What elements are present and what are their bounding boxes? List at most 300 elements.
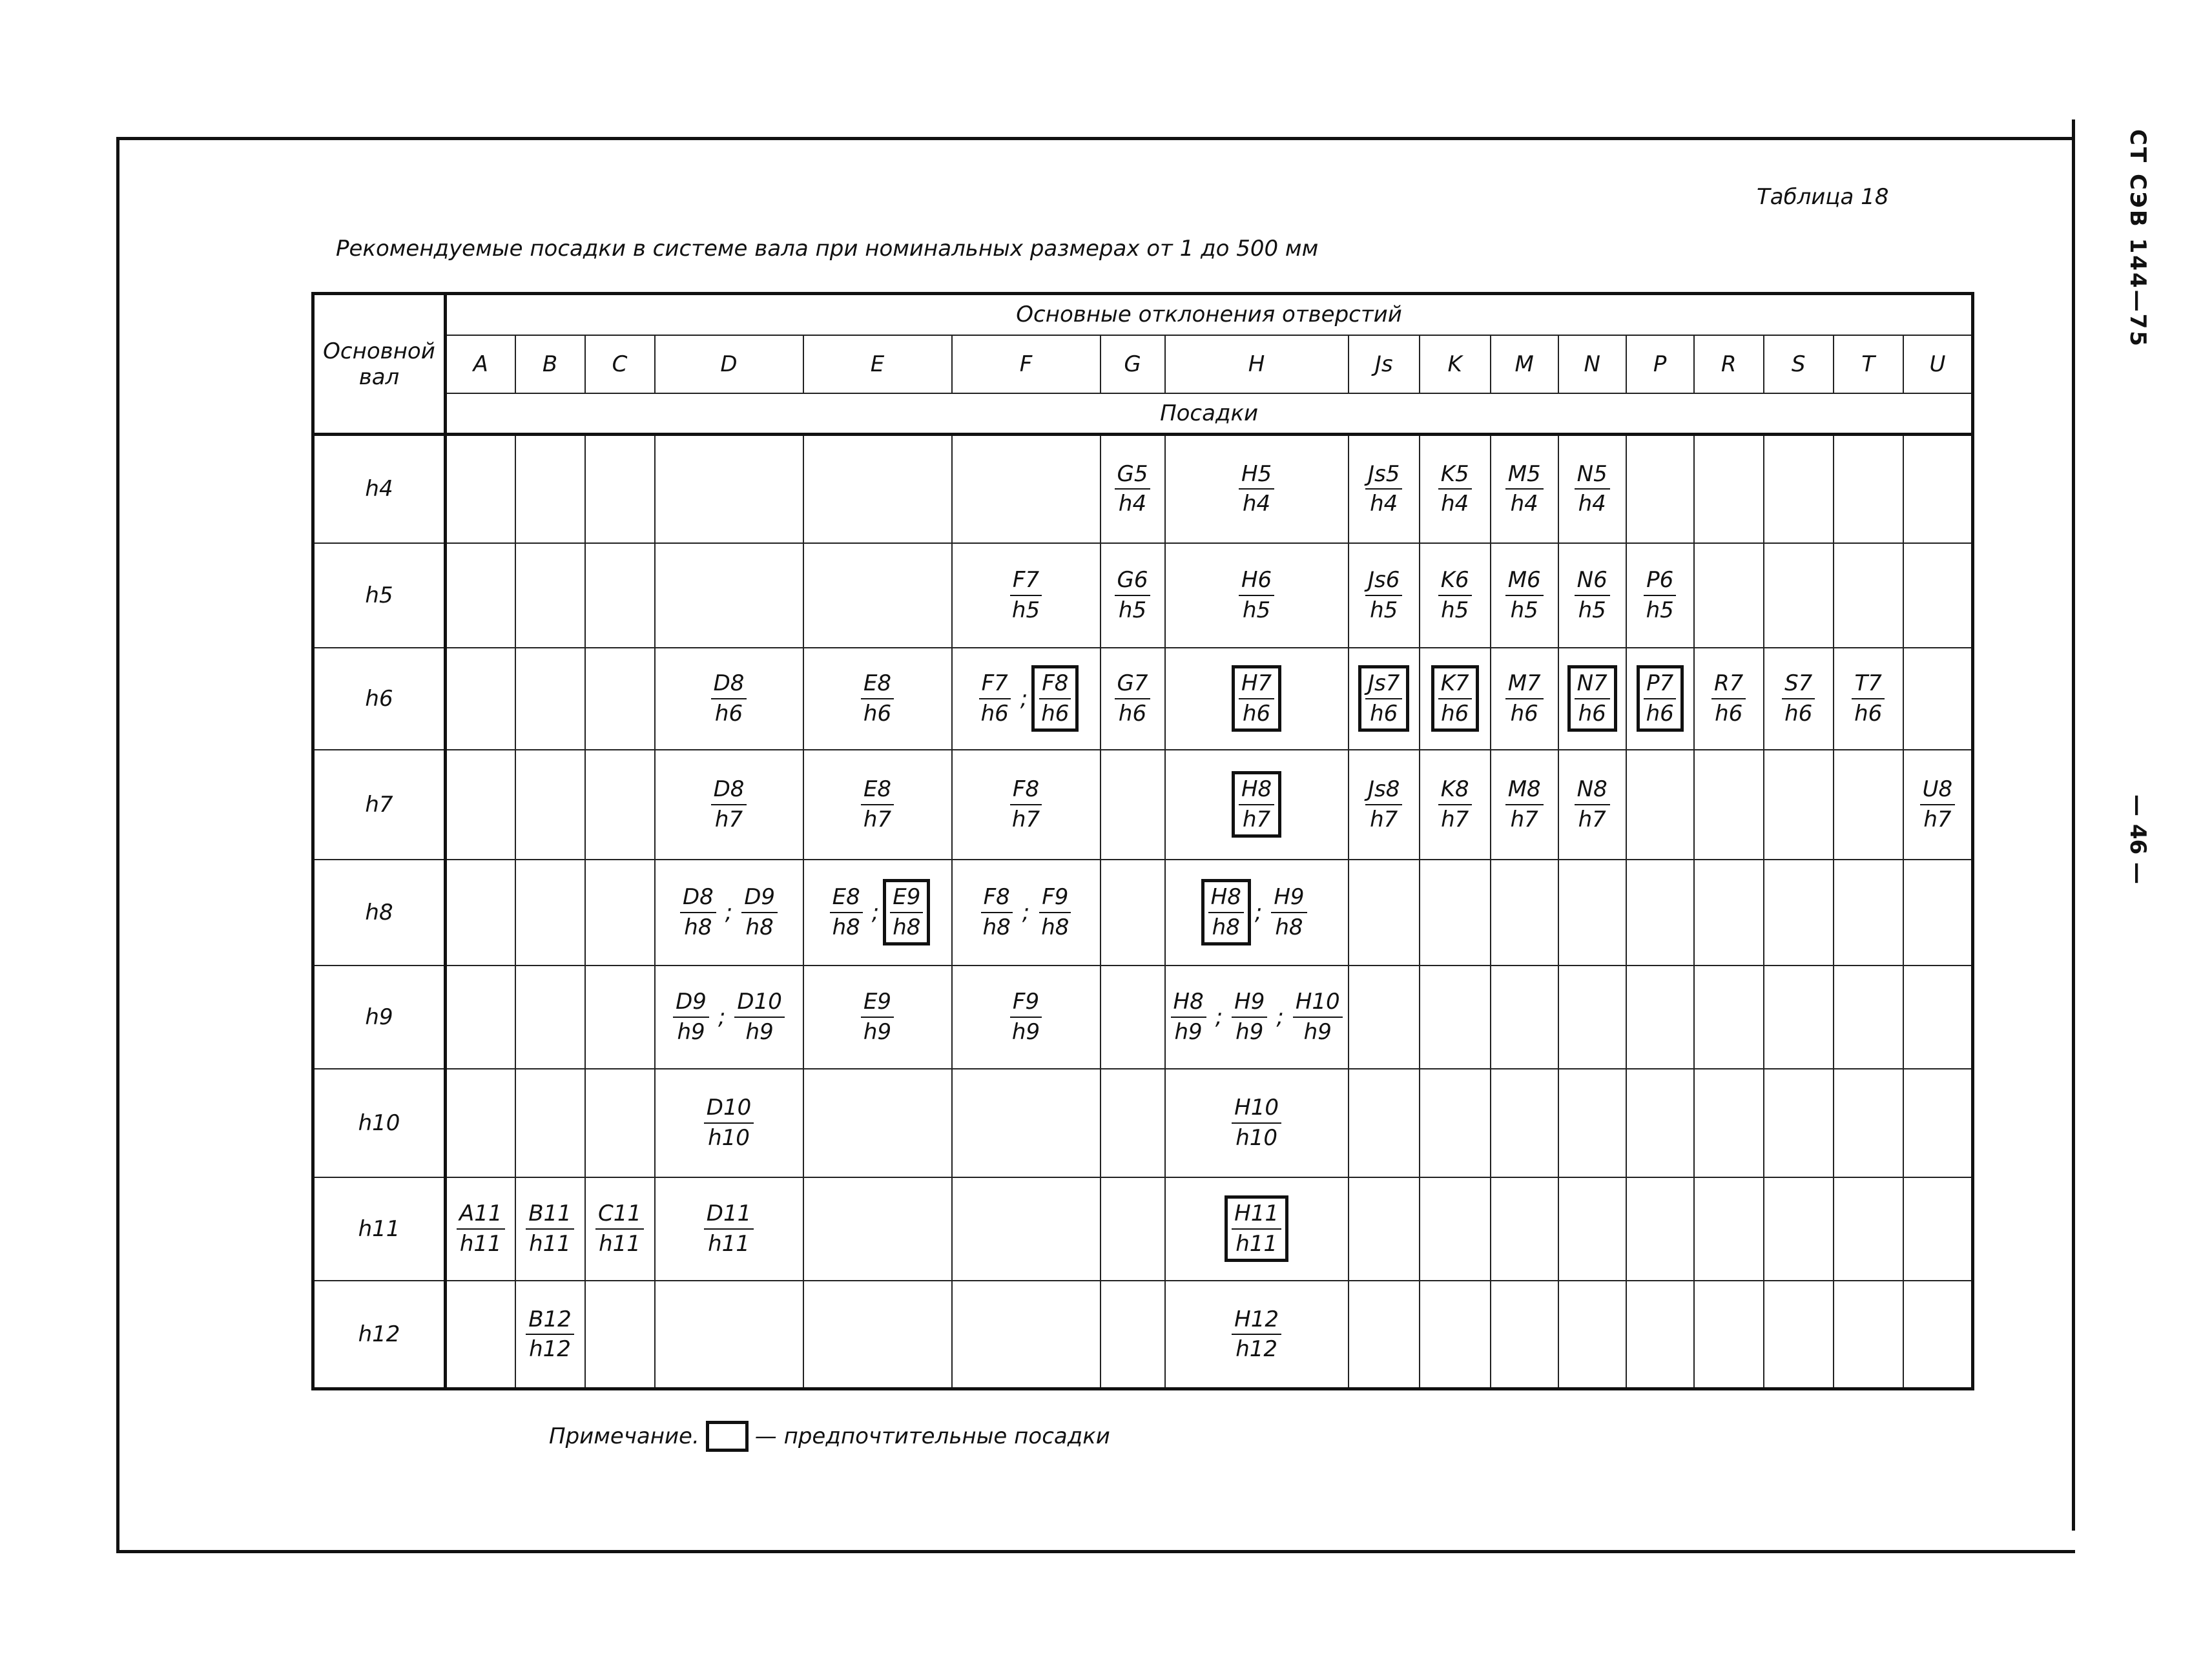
shaft-tolerance: h12	[1235, 1336, 1277, 1362]
fit-cell	[1903, 860, 1973, 966]
hole-tolerance: M8	[1505, 777, 1544, 805]
fit-cell	[1491, 543, 1558, 648]
fit-cell	[803, 1177, 952, 1281]
fit-cell	[1903, 966, 1973, 1069]
fit-cell	[1558, 543, 1626, 648]
fit-cell	[1349, 860, 1420, 966]
fit-cell	[585, 435, 655, 543]
shaft-tolerance: h10	[708, 1124, 750, 1151]
shaft-tolerance: h7	[863, 806, 892, 832]
fit-cell	[1626, 1281, 1694, 1389]
table-row	[313, 1069, 1973, 1177]
hole-tolerance: F8	[1039, 671, 1071, 699]
basis-shaft-label: h11	[313, 1177, 446, 1281]
shaft-tolerance: h8	[1212, 914, 1240, 940]
shaft-tolerance: h7	[1011, 806, 1040, 832]
fit-cell	[1694, 1281, 1764, 1389]
fit-cell	[1420, 648, 1491, 750]
shaft-tolerance: h7	[1441, 806, 1469, 832]
hole-tolerance: E9	[890, 885, 923, 913]
column-header-s: S	[1764, 335, 1834, 393]
note-text: — предпочтительные посадки	[754, 1423, 1110, 1449]
fit-cell	[803, 435, 952, 543]
shaft-tolerance: h9	[745, 1018, 774, 1045]
hole-tolerance: P7	[1644, 671, 1676, 699]
deviation-letters-row	[313, 335, 1973, 393]
fit-cell	[1349, 1281, 1420, 1389]
fit	[1226, 1091, 1287, 1153]
preferred-fit	[1225, 1195, 1288, 1261]
fit-cell	[1165, 543, 1349, 648]
fit	[856, 773, 899, 835]
fit-cell	[585, 860, 655, 966]
fit-cell	[1349, 1069, 1420, 1177]
fit-cell	[446, 966, 515, 1069]
fit-separator: ;	[718, 1004, 726, 1030]
column-header-e: E	[803, 335, 952, 393]
fit-cell	[1165, 750, 1349, 860]
shaft-tolerance: h5	[1370, 597, 1398, 623]
fit-cell	[1101, 435, 1165, 543]
fit	[1166, 986, 1212, 1048]
shaft-tolerance: h9	[863, 1018, 892, 1045]
fits-header: Посадки	[446, 393, 1973, 435]
fit-cell	[655, 1281, 803, 1389]
fit-cell	[1101, 648, 1165, 750]
hole-tolerance: E9	[861, 989, 894, 1017]
fit-cell	[952, 750, 1101, 860]
fit	[973, 667, 1017, 729]
fit-cell	[655, 1069, 803, 1177]
basis-shaft-label: h4	[313, 435, 446, 543]
fit-cell	[1165, 1069, 1349, 1177]
fit-cell	[1165, 648, 1349, 750]
fit-cell	[1101, 1177, 1165, 1281]
fit-cell	[1626, 1069, 1694, 1177]
fit-cell	[1626, 543, 1694, 648]
fit-cell	[1558, 1281, 1626, 1389]
shaft-tolerance: h6	[1242, 700, 1271, 727]
shaft-tolerance: h8	[893, 914, 921, 940]
fit-cell	[1349, 750, 1420, 860]
shaft-tolerance: h4	[1118, 491, 1147, 517]
fit	[1234, 458, 1279, 520]
fit-cell	[1764, 648, 1834, 750]
fit	[521, 1303, 579, 1365]
basis-shaft-label: h10	[313, 1069, 446, 1177]
fit-separator: ;	[1215, 1004, 1223, 1030]
fit	[1500, 667, 1549, 729]
column-header-m: M	[1491, 335, 1558, 393]
fit-cell	[1694, 750, 1764, 860]
page-frame-right-line	[2072, 119, 2075, 1531]
hole-tolerance: F8	[1010, 777, 1042, 805]
fit-cell	[1834, 966, 1903, 1069]
fit	[856, 667, 899, 729]
fit-cell	[1626, 1177, 1694, 1281]
fit-cell	[1903, 1177, 1973, 1281]
fit-cell	[446, 1177, 515, 1281]
fit	[1569, 564, 1615, 626]
fit-cell	[655, 648, 803, 750]
shaft-tolerance: h6	[980, 700, 1009, 727]
table-row	[313, 860, 1973, 966]
shaft-tolerance: h8	[1275, 914, 1303, 940]
fit	[975, 881, 1018, 943]
fit-separator: ;	[1276, 1004, 1284, 1030]
hole-tolerance: H9	[1232, 989, 1267, 1017]
fit	[1433, 564, 1477, 626]
basis-shaft-label: h9	[313, 966, 446, 1069]
fit-cell	[803, 750, 952, 860]
fit-cell	[1694, 543, 1764, 648]
fit-cell	[1420, 1069, 1491, 1177]
fit-cell	[1101, 966, 1165, 1069]
preferred-fit	[883, 879, 930, 945]
fit	[1569, 458, 1615, 520]
hole-tolerance: N8	[1575, 777, 1610, 805]
fit-cell	[803, 1281, 952, 1389]
fit-cell	[1349, 435, 1420, 543]
fit-cell	[1491, 860, 1558, 966]
fit-cell	[1626, 648, 1694, 750]
fit	[1110, 458, 1156, 520]
fit	[451, 1197, 510, 1259]
table-row	[313, 966, 1973, 1069]
hole-tolerance: R7	[1711, 671, 1746, 699]
preferred-fit-box-icon	[706, 1421, 749, 1452]
fit-cell	[1558, 750, 1626, 860]
hole-tolerance: D10	[734, 989, 784, 1017]
shaft-tolerance: h4	[1242, 491, 1271, 517]
fit-cell	[1101, 1069, 1165, 1177]
shaft-tolerance: h11	[459, 1230, 502, 1257]
fit-cell	[1558, 1069, 1626, 1177]
shaft-tolerance: h9	[677, 1018, 705, 1045]
shaft-tolerance: h6	[1118, 700, 1147, 727]
fit-cell	[1764, 1069, 1834, 1177]
fit	[1360, 458, 1407, 520]
hole-tolerance: H12	[1232, 1307, 1281, 1335]
shaft-tolerance: h6	[1715, 700, 1743, 727]
hole-tolerance: F7	[1010, 568, 1042, 595]
fit-cell	[1834, 750, 1903, 860]
shaft-tolerance: h8	[982, 914, 1011, 940]
fit	[729, 986, 789, 1048]
fit	[1500, 773, 1549, 835]
fit-cell	[952, 435, 1101, 543]
column-header-r: R	[1694, 335, 1764, 393]
table-row	[313, 648, 1973, 750]
shaft-tolerance: h9	[1011, 1018, 1040, 1045]
shaft-tolerance: h7	[1578, 806, 1606, 832]
fit-cell	[1903, 543, 1973, 648]
fit-cell	[1834, 435, 1903, 543]
hole-tolerance: D8	[711, 777, 747, 805]
fit	[1266, 881, 1312, 943]
fit-cell	[515, 1069, 585, 1177]
preferred-fit	[1031, 665, 1079, 731]
hole-tolerance: Js8	[1365, 777, 1402, 805]
fit-separator: ;	[1022, 899, 1030, 925]
fit-cell	[1420, 860, 1491, 966]
fit	[1004, 986, 1048, 1048]
fit	[1033, 881, 1077, 943]
fit-cell	[1491, 435, 1558, 543]
fit-cell	[1764, 1281, 1834, 1389]
document-code: СТ СЭВ 144—75	[2125, 129, 2151, 348]
column-header-f: F	[952, 335, 1101, 393]
fit-cell	[1558, 966, 1626, 1069]
fit-cell	[585, 1069, 655, 1177]
fit-cell	[1349, 648, 1420, 750]
basis-shaft-header: Основной вал	[313, 294, 446, 435]
hole-tolerance: D8	[711, 671, 747, 699]
fit-cell	[1764, 1177, 1834, 1281]
note	[549, 1421, 1110, 1452]
fit-cell	[515, 966, 585, 1069]
fit-cell	[952, 1177, 1101, 1281]
fit	[1638, 564, 1682, 626]
hole-tolerance: H11	[1232, 1201, 1281, 1229]
fit-cell	[1694, 860, 1764, 966]
shaft-tolerance: h4	[1578, 491, 1606, 517]
shaft-tolerance: h6	[1646, 700, 1674, 727]
fit-cell	[515, 543, 585, 648]
hole-tolerance: N6	[1575, 568, 1610, 595]
shaft-tolerance: h5	[1011, 597, 1040, 623]
hole-tolerance: D8	[680, 885, 716, 913]
hole-tolerance: H10	[1232, 1095, 1281, 1123]
table-row	[313, 750, 1973, 860]
fit	[1915, 773, 1961, 835]
fit-cell	[515, 435, 585, 543]
shaft-tolerance: h10	[1235, 1124, 1277, 1151]
fit-cell	[1420, 1177, 1491, 1281]
shaft-tolerance: h7	[714, 806, 743, 832]
fit-cell	[655, 435, 803, 543]
fit-cell	[1349, 966, 1420, 1069]
hole-tolerance: M6	[1505, 568, 1544, 595]
fit-cell	[655, 966, 803, 1069]
hole-tolerance: H8	[1171, 989, 1206, 1017]
fit-cell	[1349, 1177, 1420, 1281]
basis-shaft-label: h5	[313, 543, 446, 648]
fit-cell	[1420, 966, 1491, 1069]
shaft-tolerance: h11	[708, 1230, 750, 1257]
fit-cell	[952, 543, 1101, 648]
shaft-tolerance: h5	[1118, 597, 1147, 623]
hole-tolerance: G7	[1115, 671, 1151, 699]
fit	[1500, 458, 1549, 520]
fit	[1110, 564, 1156, 626]
fit-cell	[803, 648, 952, 750]
note-prefix: Примечание.	[549, 1423, 699, 1449]
shaft-tolerance: h7	[1370, 806, 1398, 832]
fit	[1706, 667, 1751, 729]
fit-cell	[1903, 750, 1973, 860]
fit	[1500, 564, 1549, 626]
basis-shaft-label: h12	[313, 1281, 446, 1389]
fit	[699, 1197, 759, 1259]
fit	[1360, 564, 1407, 626]
fit	[1234, 564, 1279, 626]
shaft-tolerance: h6	[1510, 700, 1538, 727]
fit-cell	[803, 860, 952, 966]
fit-cell	[1626, 966, 1694, 1069]
fit-cell	[1834, 1069, 1903, 1177]
column-header-a: A	[446, 335, 515, 393]
fit-cell	[803, 543, 952, 648]
fit-cell	[585, 1281, 655, 1389]
deviations-header: Основные отклонения отверстий	[446, 294, 1973, 335]
fit-cell	[1165, 1281, 1349, 1389]
hole-tolerance: U8	[1920, 777, 1956, 805]
preferred-fit	[1232, 665, 1281, 731]
fit-cell	[446, 860, 515, 966]
fit	[590, 1197, 649, 1259]
fit-cell	[1903, 1281, 1973, 1389]
fit-cell	[446, 435, 515, 543]
shaft-tolerance: h11	[1235, 1230, 1277, 1257]
hole-tolerance: H7	[1239, 671, 1274, 699]
page-number: — 46 —	[2125, 794, 2151, 884]
fit-cell	[1165, 1177, 1349, 1281]
table-row	[313, 543, 1973, 648]
hole-tolerance: K6	[1438, 568, 1472, 595]
fit-separator: ;	[1254, 899, 1263, 925]
fit	[1226, 1303, 1287, 1365]
fit-cell	[1420, 750, 1491, 860]
hole-tolerance: D11	[704, 1201, 754, 1229]
fit-cell	[952, 860, 1101, 966]
hole-tolerance: A11	[457, 1201, 505, 1229]
hole-tolerance: F9	[1039, 885, 1071, 913]
fit-cell	[1558, 1177, 1626, 1281]
basis-shaft-label: h6	[313, 648, 446, 750]
fit-cell	[1834, 1281, 1903, 1389]
fit-cell	[1558, 648, 1626, 750]
fit	[1433, 458, 1477, 520]
fit-cell	[1834, 1177, 1903, 1281]
fit-cell	[515, 750, 585, 860]
fit-cell	[585, 543, 655, 648]
hole-tolerance: D10	[704, 1095, 754, 1123]
hole-tolerance: D9	[741, 885, 778, 913]
fit-cell	[655, 1177, 803, 1281]
fit-cell	[1558, 860, 1626, 966]
fit	[856, 986, 899, 1048]
hole-tolerance: N7	[1575, 671, 1610, 699]
shaft-tolerance: h11	[529, 1230, 571, 1257]
hole-tolerance: H9	[1271, 885, 1307, 913]
hole-tolerance: F8	[981, 885, 1013, 913]
hole-tolerance: Js5	[1365, 462, 1402, 490]
fit-cell	[1558, 435, 1626, 543]
fit-cell	[1420, 1281, 1491, 1389]
shaft-tolerance: h8	[745, 914, 774, 940]
hole-tolerance: F9	[1010, 989, 1042, 1017]
fit-cell	[1491, 966, 1558, 1069]
fit-cell	[803, 966, 952, 1069]
column-header-t: T	[1834, 335, 1903, 393]
fit-cell	[952, 1281, 1101, 1389]
preferred-fit	[1358, 665, 1409, 731]
fit	[706, 667, 752, 729]
preferred-fit	[1637, 665, 1684, 731]
column-header-k: K	[1420, 335, 1491, 393]
fit-cell	[585, 750, 655, 860]
column-header-p: P	[1626, 335, 1694, 393]
fit-cell	[1491, 648, 1558, 750]
fit	[521, 1197, 579, 1259]
fit-cell	[1165, 435, 1349, 543]
shaft-tolerance: h5	[1578, 597, 1606, 623]
fit	[1777, 667, 1820, 729]
fit-separator: ;	[1020, 685, 1028, 712]
fit-cell	[515, 1281, 585, 1389]
fit	[1433, 773, 1477, 835]
shaft-tolerance: h6	[1854, 700, 1883, 727]
shaft-tolerance: h8	[684, 914, 712, 940]
column-header-d: D	[655, 335, 803, 393]
fit-cell	[1349, 543, 1420, 648]
hole-tolerance: T7	[1852, 671, 1884, 699]
table-number: Таблица 18	[1757, 184, 1889, 210]
fit-cell	[952, 648, 1101, 750]
fit-cell	[655, 860, 803, 966]
hole-tolerance: C11	[595, 1201, 644, 1229]
fit-cell	[1101, 543, 1165, 648]
column-header-js: Js	[1349, 335, 1420, 393]
shaft-tolerance: h6	[714, 700, 743, 727]
shaft-tolerance: h8	[832, 914, 860, 940]
fit-cell	[803, 1069, 952, 1177]
column-header-u: U	[1903, 335, 1973, 393]
hole-tolerance: N5	[1575, 462, 1610, 490]
fit	[1288, 986, 1348, 1048]
fit-cell	[446, 1281, 515, 1389]
shaft-tolerance: h5	[1441, 597, 1469, 623]
hole-tolerance: F7	[979, 671, 1011, 699]
shaft-tolerance: h6	[1370, 700, 1398, 727]
shaft-tolerance: h5	[1646, 597, 1674, 623]
fit-cell	[1834, 543, 1903, 648]
shaft-tolerance: h6	[1041, 700, 1070, 727]
basis-shaft-label: h8	[313, 860, 446, 966]
fit	[706, 773, 752, 835]
fit-cell	[1491, 1281, 1558, 1389]
fit-cell	[1626, 860, 1694, 966]
fit-separator: ;	[871, 899, 880, 925]
fit-cell	[1491, 1177, 1558, 1281]
shaft-tolerance: h6	[1441, 700, 1469, 727]
hole-tolerance: H5	[1239, 462, 1274, 490]
hole-tolerance: B12	[526, 1307, 574, 1335]
fit-cell	[446, 1069, 515, 1177]
fit	[736, 881, 783, 943]
hole-tolerance: E8	[861, 777, 894, 805]
fit-cell	[1694, 648, 1764, 750]
table-row	[313, 1281, 1973, 1389]
shaft-tolerance: h11	[599, 1230, 641, 1257]
fit-cell	[1764, 543, 1834, 648]
shaft-tolerance: h7	[1923, 806, 1952, 832]
fit	[699, 1091, 759, 1153]
shaft-tolerance: h5	[1242, 597, 1271, 623]
fit	[1360, 773, 1407, 835]
shaft-tolerance: h7	[1242, 806, 1271, 832]
